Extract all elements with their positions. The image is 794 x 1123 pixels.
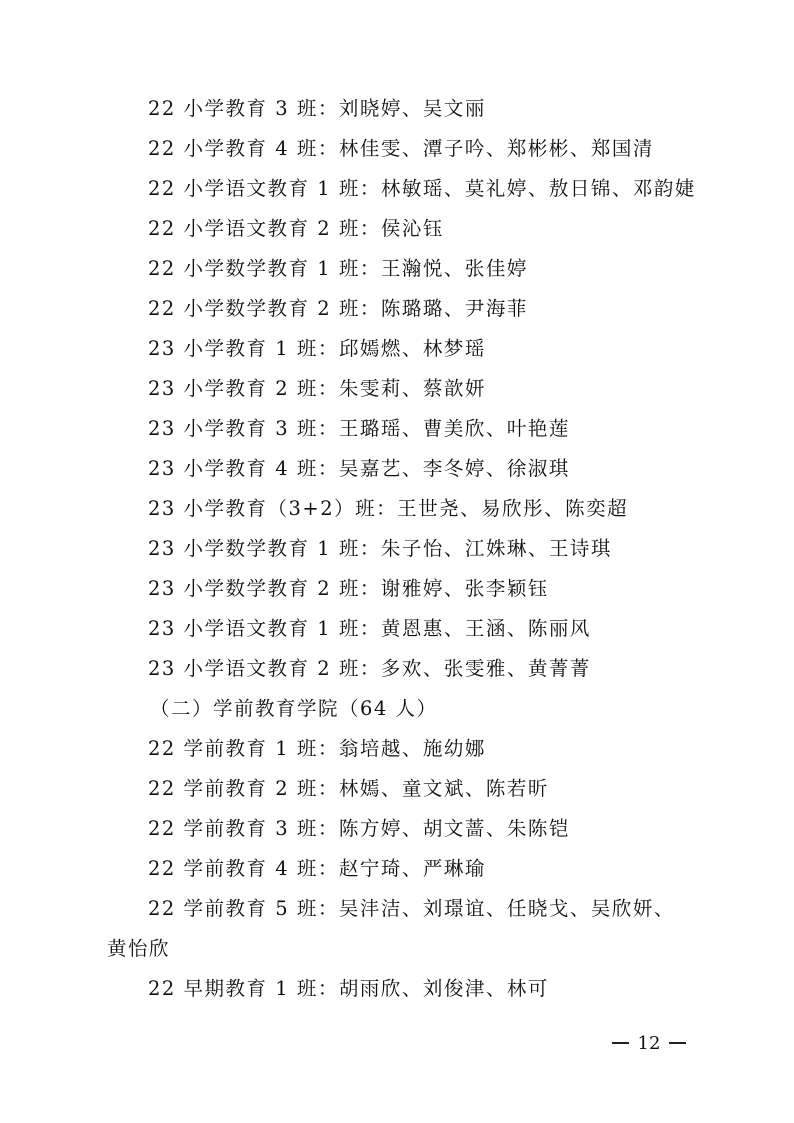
class-entry: 22 学前教育 2 班：林嫣、童文斌、陈若昕 <box>148 777 549 800</box>
class-entry: 23 小学教育（3+2）班：王世尧、易欣彤、陈奕超 <box>148 497 629 520</box>
class-entry: 23 小学教育 3 班：王璐瑶、曹美欣、叶艳莲 <box>148 417 570 440</box>
class-entry: 22 小学语文教育 2 班：侯沁钰 <box>148 217 444 240</box>
footer-dash-right <box>669 1042 686 1044</box>
class-entry: 23 小学教育 2 班：朱雯莉、蔡歆妍 <box>148 377 486 400</box>
page-footer <box>612 1028 686 1058</box>
class-entry: 23 小学语文教育 2 班：多欢、张雯雅、黄菁菁 <box>148 657 591 680</box>
class-entry: 22 小学教育 3 班：刘晓婷、吴文丽 <box>148 97 486 120</box>
class-entry: 22 学前教育 4 班：赵宁琦、严琳瑜 <box>148 857 486 880</box>
class-entry: 23 小学教育 1 班：邱嫣燃、林梦瑶 <box>148 337 486 360</box>
class-entry: 22 学前教育 1 班：翁培越、施幼娜 <box>148 737 486 760</box>
page-number: 12 <box>637 1032 661 1054</box>
class-entry: 23 小学数学教育 2 班：谢雅婷、张李颖钰 <box>148 577 549 600</box>
class-entry: 22 小学数学教育 1 班：王瀚悦、张佳婷 <box>148 257 528 280</box>
class-entry: 22 小学教育 4 班：林佳雯、潭子吟、郑彬彬、郑国清 <box>148 137 654 160</box>
class-entry: 23 小学数学教育 1 班：朱子怡、江姝琳、王诗琪 <box>148 537 612 560</box>
class-entry: 22 学前教育 5 班：吴沣洁、刘璟谊、任晓戈、吴欣妍、 <box>148 897 675 920</box>
class-entry: 23 小学教育 4 班：吴嘉艺、李冬婷、徐淑琪 <box>148 457 570 480</box>
class-entry: 22 小学数学教育 2 班：陈璐璐、尹海菲 <box>148 297 528 320</box>
class-entry-continuation: 黄怡欣 <box>107 937 171 960</box>
section-heading: （二）学前教育学院（64 人） <box>150 697 438 720</box>
class-entry: 22 早期教育 1 班：胡雨欣、刘俊津、林可 <box>148 977 549 1000</box>
footer-dash-left <box>612 1042 629 1044</box>
class-entry: 22 学前教育 3 班：陈方婷、胡文蔷、朱陈铠 <box>148 817 570 840</box>
class-entry: 22 小学语文教育 1 班：林敏瑶、莫礼婷、敖日锦、邓韵婕 <box>148 177 696 200</box>
class-entry: 23 小学语文教育 1 班：黄恩惠、王涵、陈丽风 <box>148 617 591 640</box>
